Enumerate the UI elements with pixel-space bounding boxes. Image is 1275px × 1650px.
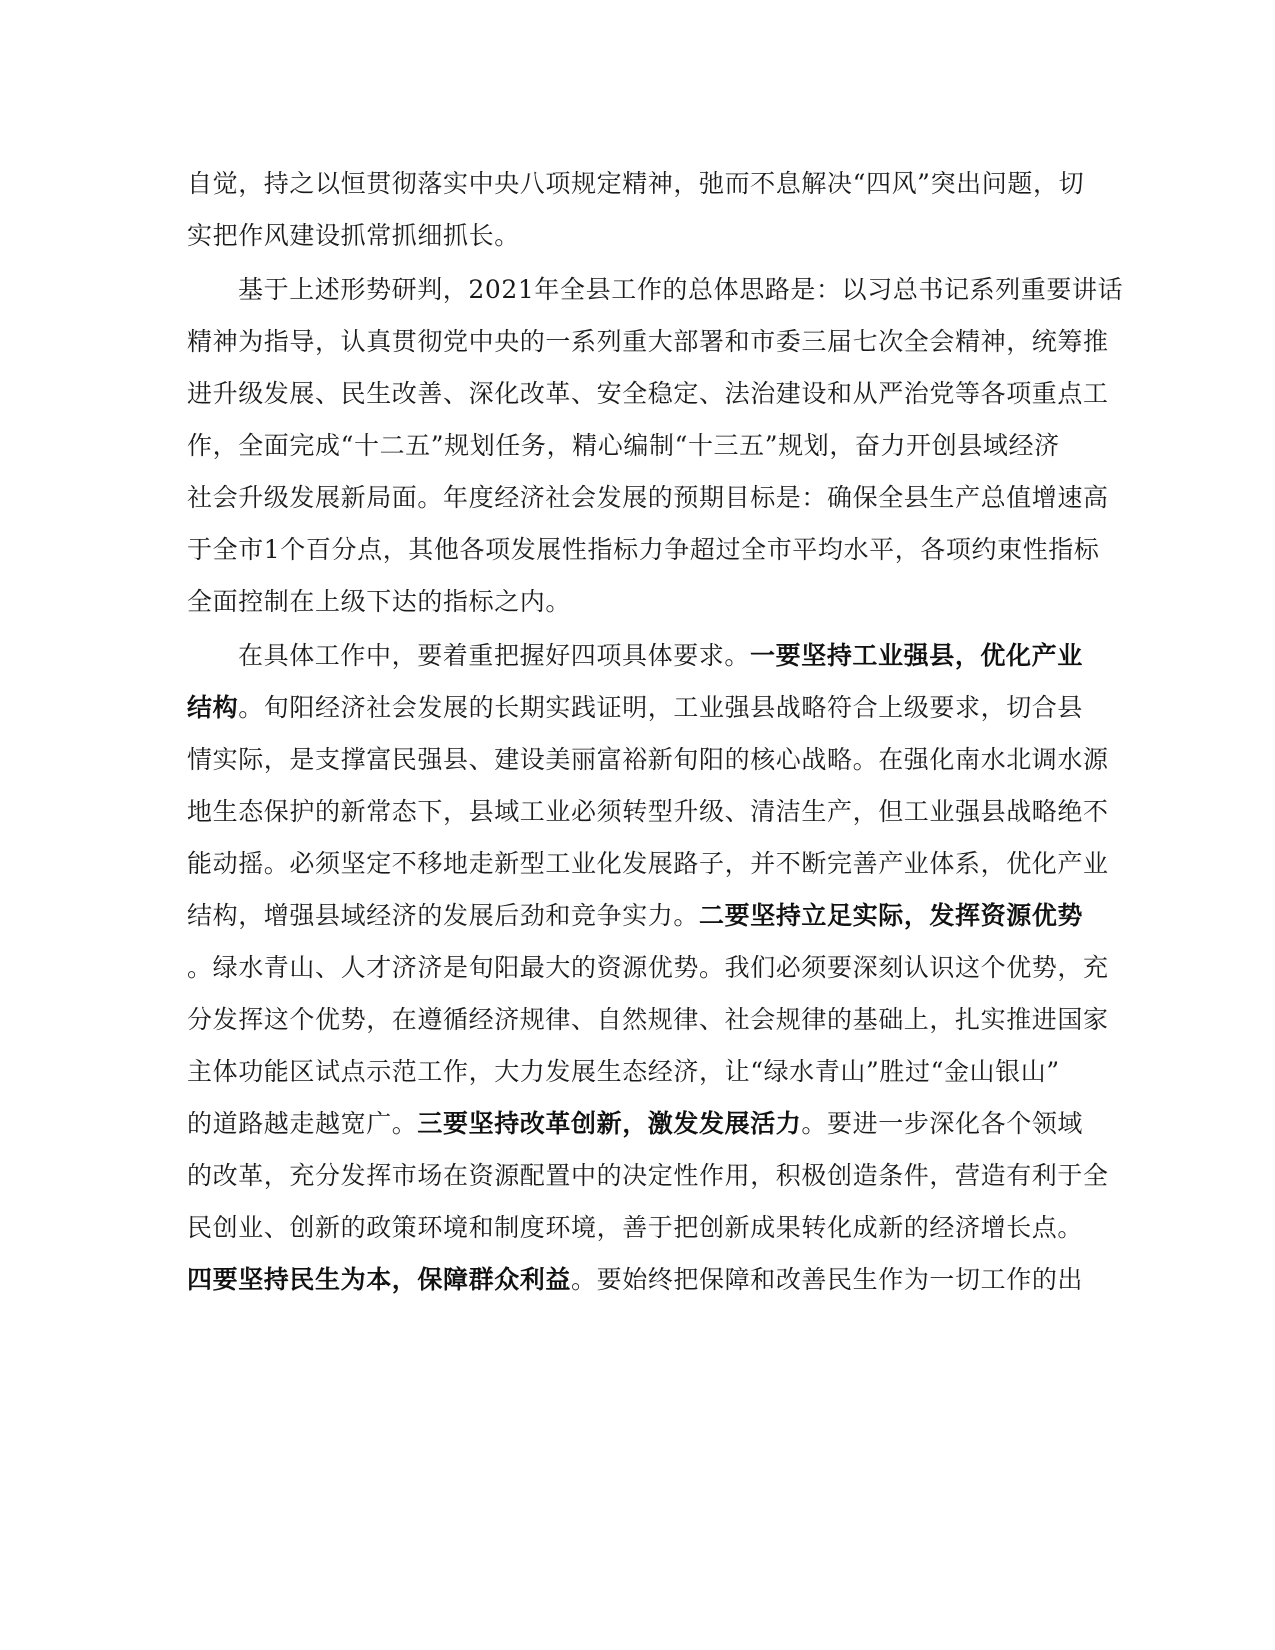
text-line <box>187 426 1087 466</box>
text-span: 实把作风建设抓常抓细抓长。 <box>187 221 520 250</box>
text-span: 于全市1个百分点，其他各项发展性指标力争超过全市平均水平，各项约束性指标 <box>187 535 1100 564</box>
text-line <box>187 1052 1087 1092</box>
text-span: 能动摇。必须坚定不移地走新型工业化发展路子，并不断完善产业体系，优化产业 <box>187 849 1109 878</box>
paragraph-first-line <box>238 636 1138 676</box>
text-span: 主体功能区试点示范工作，大力发展生态经济，让“绿水青山”胜过“金山银山” <box>187 1057 1060 1086</box>
text-span: 地生态保护的新常态下，县域工业必须转型升级、清洁生产，但工业强县战略绝不 <box>187 797 1109 826</box>
text-span: 。旬阳经济社会发展的长期实践证明，工业强县战略符合上级要求，切合县 <box>238 693 1084 722</box>
text-span: 结构，增强县域经济的发展后劲和竞争实力。 <box>187 901 700 930</box>
text-line <box>187 582 1087 622</box>
text-span: 自觉，持之以恒贯彻落实中央八项规定精神，弛而不息解决“四风”突出问题，切 <box>187 169 1085 198</box>
text-line <box>187 948 1109 988</box>
text-span: 。绿水青山、人才济济是旬阳最大的资源优势。我们必须要深刻认识这个优势，充 <box>187 953 1109 982</box>
paragraph-first-line <box>238 270 1138 310</box>
text-span: 精神为指导，认真贯彻党中央的一系列重大部署和市委三届七次全会精神，统筹推 <box>187 327 1109 356</box>
text-span: 进升级发展、民生改善、深化改革、安全稳定、法治建设和从严治党等各项重点工 <box>187 379 1109 408</box>
text-line <box>187 792 1109 832</box>
text-span: 民创业、创新的政策环境和制度环境，善于把创新成果转化成新的经济增长点。 <box>187 1213 1084 1242</box>
text-span: 社会升级发展新局面。年度经济社会发展的预期目标是：确保全县生产总值增速高 <box>187 483 1109 512</box>
text-line <box>187 216 1087 256</box>
text-span: 的道路越走越宽广。 <box>187 1109 418 1138</box>
text-span: 作，全面完成“十二五”规划任务，精心编制“十三五”规划，奋力开创县域经济 <box>187 431 1060 460</box>
text-line <box>187 1156 1109 1196</box>
text-line <box>187 1208 1087 1248</box>
bold-heading-span: 三要坚持改革创新，激发发展活力 <box>417 1109 802 1138</box>
text-span: 的改革，充分发挥市场在资源配置中的决定性作用，积极创造条件，营造有利于全 <box>187 1161 1109 1190</box>
text-line <box>187 688 1087 728</box>
text-line <box>187 322 1109 362</box>
text-line <box>187 374 1109 414</box>
text-line <box>187 1000 1109 1040</box>
text-line <box>187 478 1109 518</box>
text-span: 情实际，是支撑富民强县、建设美丽富裕新旬阳的核心战略。在强化南水北调水源 <box>187 745 1109 774</box>
text-span: 。要进一步深化各个领域 <box>801 1109 1084 1138</box>
text-span: 基于上述形势研判，2021年全县工作的总体思路是：以习总书记系列重要讲话 <box>238 275 1124 304</box>
text-line <box>187 164 1087 204</box>
text-span: 。要始终把保障和改善民生作为一切工作的出 <box>571 1265 1084 1294</box>
text-line <box>187 530 1100 570</box>
bold-heading-span: 四要坚持民生为本，保障群众利益 <box>187 1265 572 1294</box>
text-span: 在具体工作中，要着重把握好四项具体要求。 <box>238 641 751 670</box>
bold-heading-span: 一要坚持工业强县，优化产业 <box>750 641 1083 670</box>
text-line <box>187 896 1087 936</box>
text-span: 分发挥这个优势，在遵循经济规律、自然规律、社会规律的基础上，扎实推进国家 <box>187 1005 1109 1034</box>
text-line <box>187 740 1109 780</box>
text-line <box>187 1260 1087 1300</box>
bold-heading-span: 结构 <box>187 693 239 722</box>
text-line <box>187 1104 1087 1144</box>
text-span: 全面控制在上级下达的指标之内。 <box>187 587 572 616</box>
bold-heading-span: 二要坚持立足实际，发挥资源优势 <box>699 901 1084 930</box>
text-line <box>187 844 1109 884</box>
